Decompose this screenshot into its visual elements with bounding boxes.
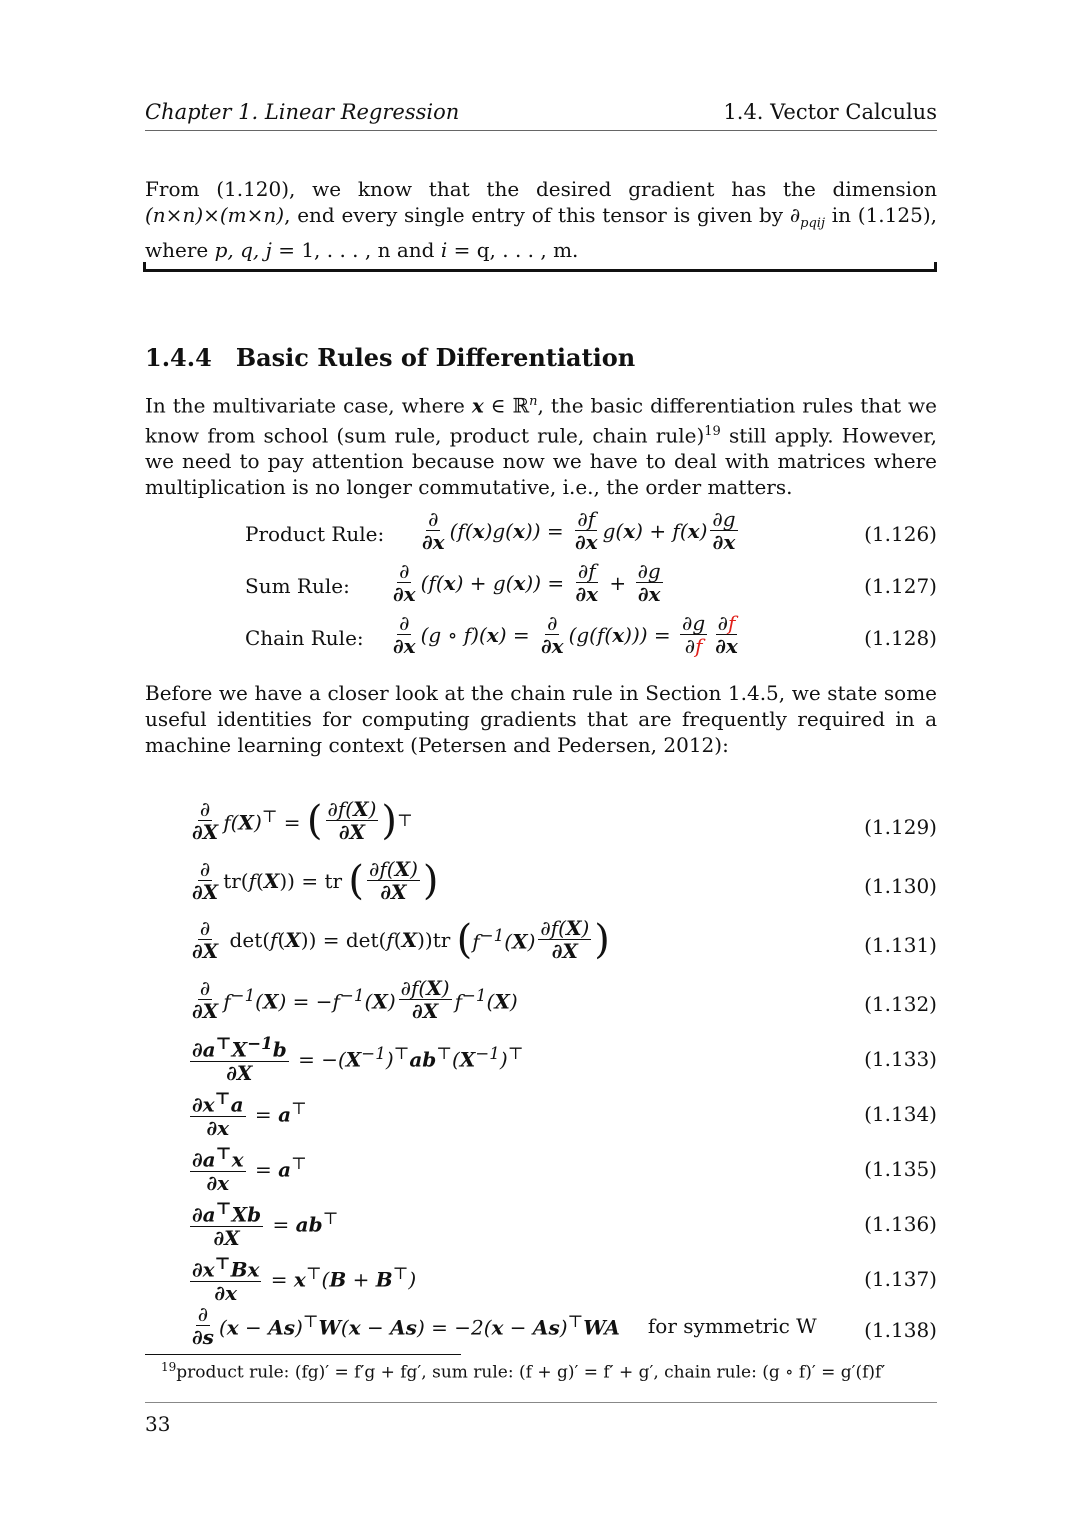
section-heading bbox=[145, 343, 635, 372]
intro-paragraph bbox=[145, 176, 937, 263]
intro-text-5: = q, . . . , m. bbox=[447, 238, 579, 262]
eq-number-1126: (1.126) bbox=[864, 522, 937, 546]
intro-text-4: = 1, . . . , n and bbox=[271, 238, 441, 262]
footnote bbox=[161, 1360, 885, 1383]
chain-rule-label: Chain Rule: bbox=[245, 626, 364, 650]
header-section: 1.4. Vector Calculus bbox=[723, 100, 937, 124]
footnote-text: product rule: (fg)′ = f′g + fg′, sum rule: (f + g)′ = f′ + g′, chain rule: (g ∘ f)′ = g′(f)f′ bbox=[176, 1362, 886, 1383]
para1-x: x bbox=[471, 393, 484, 418]
para1-text-d: still apply. However, we need to pay attention because now we have to deal with matrices where multiplication is no longer commutative, i.e., the order matters. bbox=[145, 423, 938, 500]
page-number: 33 bbox=[145, 1412, 171, 1436]
equation-1131: $\frac{\partial}{\partial X}$ det(f(X)) = det(f(X))tr ( $f^{-1}(X)$ $\frac{\partial f(X)}{\partial X}$ ) bbox=[192, 916, 610, 963]
header-rule bbox=[145, 130, 937, 131]
para1-text-b: ∈ ℝ bbox=[483, 393, 530, 418]
eq-number-1129: (1.129) bbox=[864, 815, 937, 839]
equation-1136: $\frac{\partial a^⊤Xb}{\partial X}$ = ab⊤ bbox=[192, 1198, 339, 1250]
eq-number-1135: (1.135) bbox=[864, 1157, 937, 1181]
equation-1126: $\frac{\partial}{\partial x}$ (f(x)g(x)) = $\frac{\partial f}{\partial x}$ g(x) + f(x) $\frac{\partial g}{\partial x}$ bbox=[422, 507, 736, 554]
equation-1127: $\frac{\partial}{\partial x}$ (f(x) + g(x)) = $\frac{\partial f}{\partial x}$ + $\frac{\partial g}{\partial x}$ bbox=[393, 559, 661, 606]
equation-1135: $\frac{\partial a^⊤x}{\partial x}$ = a⊤ bbox=[192, 1143, 307, 1195]
para1-text-c: , the basic differentiation rules that we know from school (sum rule, product rule, chain rule) bbox=[145, 393, 937, 448]
equation-1137: $\frac{\partial x^⊤Bx}{\partial x}$ = x⊤(B + B⊤) bbox=[192, 1253, 417, 1305]
example-end-bar bbox=[143, 262, 937, 272]
intro-text-3: in (1.125), where bbox=[145, 203, 937, 262]
equation-1134: $\frac{\partial x^⊤a}{\partial x}$ = a⊤ bbox=[192, 1088, 307, 1140]
intro-partial: ∂ bbox=[789, 203, 801, 227]
equation-1129: $\frac{\partial}{\partial X}$ f(X)⊤ = ( $\frac{\partial f(X)}{\partial X}$ ) ⊤ bbox=[192, 797, 413, 844]
para1-sup: n bbox=[529, 394, 538, 409]
eq-number-1137: (1.137) bbox=[864, 1267, 937, 1291]
eq-number-1132: (1.132) bbox=[864, 992, 937, 1016]
intro-dimension: (n×n)×(m×n) bbox=[145, 203, 285, 227]
eq-number-1136: (1.136) bbox=[864, 1212, 937, 1236]
intro-partial-sub: pqij bbox=[800, 216, 825, 231]
equation-1133: $\frac{\partial a^⊤X^{-1}b}{\partial X}$ = $-(X^{-1})^⊤ab^⊤(X^{-1})^⊤$ bbox=[192, 1033, 524, 1085]
page bbox=[145, 0, 937, 1527]
footnote-rule bbox=[145, 1354, 461, 1355]
sum-rule-label: Sum Rule: bbox=[245, 574, 350, 598]
equation-1132: $\frac{\partial}{\partial X}$ $f^{-1}(X) = -f^{-1}(X)$ $\frac{\partial f(X)}{\partial X}$ $f^{-1}(X)$ bbox=[192, 976, 518, 1023]
eq-number-1131: (1.131) bbox=[864, 933, 937, 957]
paragraph-identities-intro: Before we have a closer look at the chain rule in Section 1.4.5, we state some useful identities for computing gradients that are frequently required in a machine learning context (Petersen and Pedersen, 2012): bbox=[145, 681, 937, 757]
equation-1130: $\frac{\partial}{\partial X}$ tr(f(X)) = tr ( $\frac{\partial f(X)}{\partial X}$ ) bbox=[192, 857, 439, 904]
intro-index-2: i bbox=[440, 238, 448, 262]
footnote-mark: 19 bbox=[161, 1360, 177, 1374]
eq-1138-note: for symmetric W bbox=[647, 1313, 817, 1338]
running-header bbox=[145, 100, 937, 124]
eq-number-1134: (1.134) bbox=[864, 1102, 937, 1126]
product-rule-label: Product Rule: bbox=[245, 522, 385, 546]
equation-1128: $\frac{\partial}{\partial x}$ (g ∘ f)(x) = $\frac{\partial}{\partial x}$ (g(f(x))) = $\frac{\partial g}{\partial f}$ $\frac{\partial f}{\partial x}$ bbox=[393, 611, 738, 658]
footnote-ref[interactable]: 19 bbox=[704, 423, 721, 439]
equation-1138: $\frac{\partial}{\partial s}$ (x − As)⊤W(x − As) = −2(x − As)⊤WA for symmetric W bbox=[192, 1302, 817, 1349]
footer-rule bbox=[145, 1402, 937, 1403]
paragraph-rules-intro bbox=[145, 389, 937, 500]
section-number: 1.4.4 bbox=[145, 343, 212, 372]
eq-number-1133: (1.133) bbox=[864, 1047, 937, 1071]
intro-index-1: p, q, j bbox=[214, 238, 272, 262]
section-title: Basic Rules of Differentiation bbox=[235, 343, 636, 372]
eq-number-1138: (1.138) bbox=[864, 1318, 937, 1342]
intro-text-1: From (1.120), we know that the desired gradient has the dimension bbox=[145, 177, 937, 201]
eq-number-1130: (1.130) bbox=[864, 874, 937, 898]
eq-number-1127: (1.127) bbox=[864, 574, 937, 598]
header-chapter: Chapter 1. Linear Regression bbox=[145, 100, 460, 124]
intro-text-2: , end every single entry of this tensor is given by bbox=[284, 203, 790, 227]
eq-number-1128: (1.128) bbox=[864, 626, 937, 650]
para1-text-a: In the multivariate case, where bbox=[145, 393, 472, 418]
